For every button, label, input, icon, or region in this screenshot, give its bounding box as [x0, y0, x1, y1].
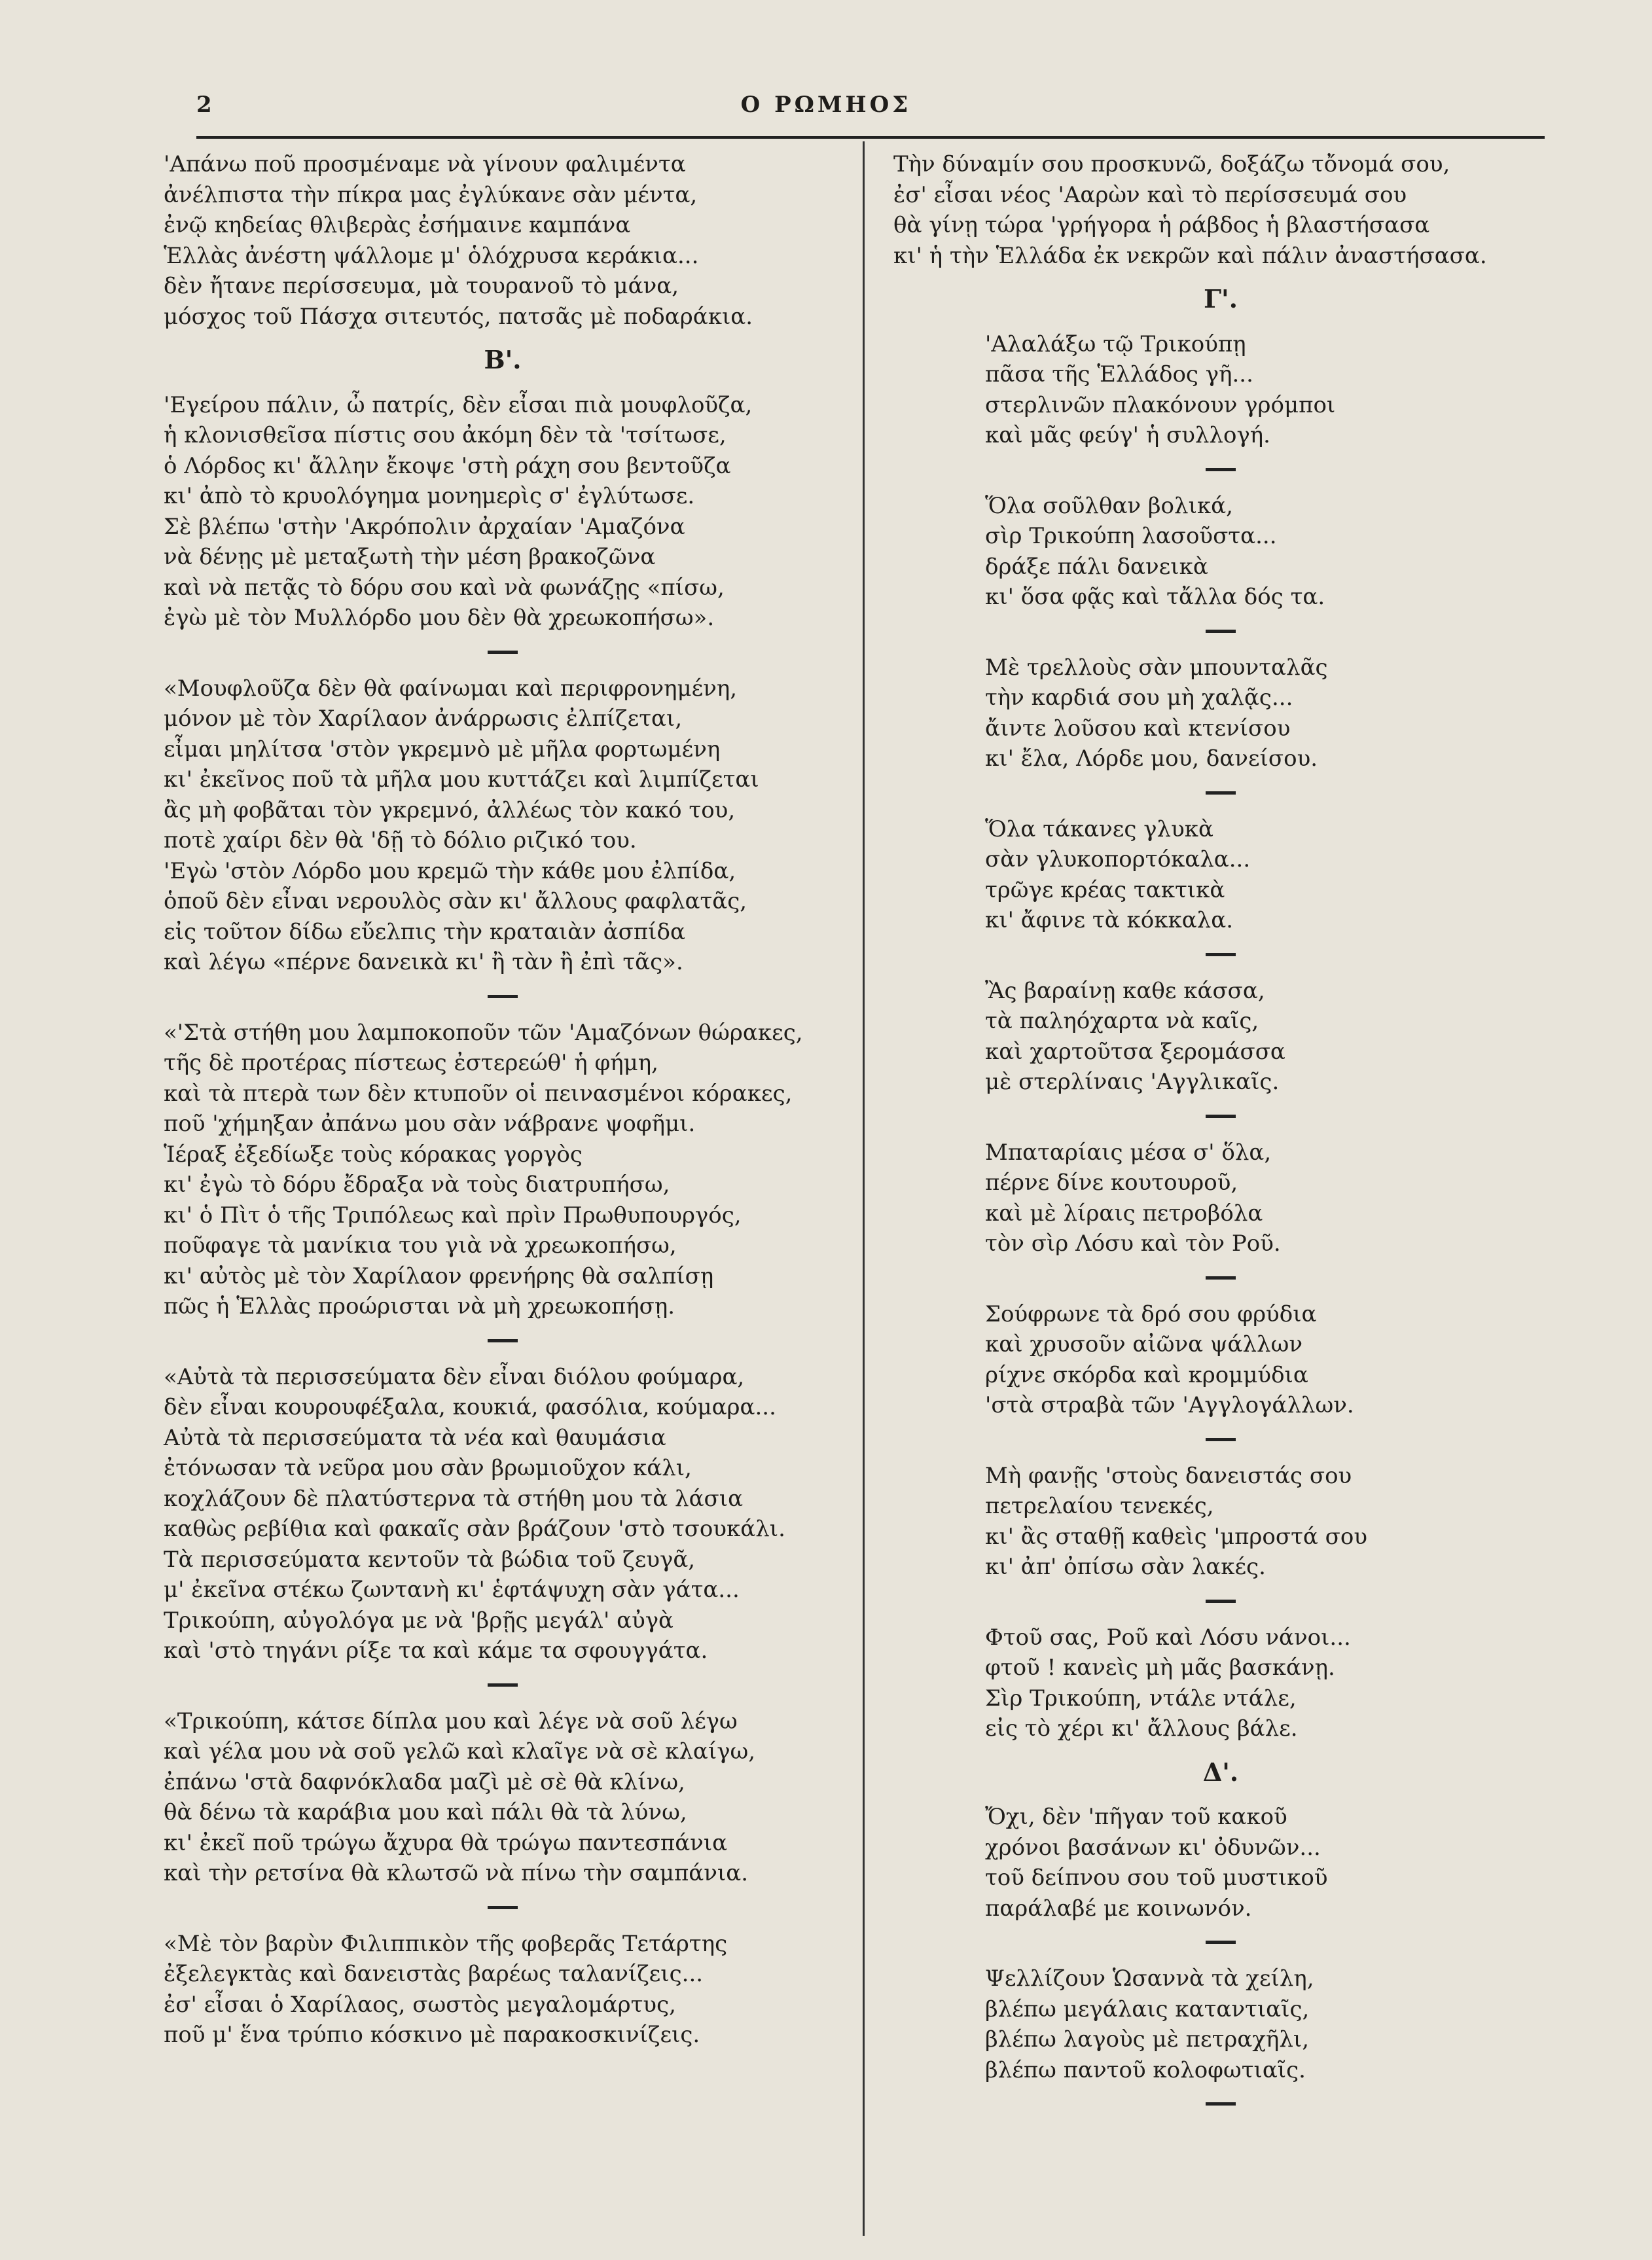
verse-line: κι' ἐκεῖνος ποῦ τὰ μῆλα μου κυττάζει καὶ λιμπίζεται	[164, 766, 759, 793]
verse-line: θὰ δένω τὰ καράβια μου καὶ πάλι θὰ τὰ λύνω,	[164, 1799, 687, 1825]
verse-line: ὁ Λόρδος κι' ἄλλην ἔκοψε 'στὴ ράχη σου βεντοῦζα	[164, 452, 731, 479]
verse-line: τὰ παληόχαρτα νὰ καῖς,	[985, 1008, 1259, 1034]
verse-line: «Μουφλοῦζα δὲν θὰ φαίνωμαι καὶ περιφρονημένη,	[164, 675, 738, 702]
verse-line: Τὰ περισσεύματα κεντοῦν τὰ βώδια τοῦ ζευγᾶ,	[164, 1546, 696, 1573]
separator	[1206, 1600, 1236, 1603]
section-heading-g: Γ'.	[1204, 284, 1238, 314]
top-rule	[196, 136, 1545, 139]
separator	[1206, 1276, 1236, 1280]
stanza	[164, 1706, 850, 1889]
verse-line: καὶ χαρτοῦτσα ξερομάσσα	[985, 1038, 1285, 1065]
verse-line: Μπαταρίαις μέσα σ' ὅλα,	[985, 1139, 1272, 1166]
verse-line: Τὴν δύναμίν σου προσκυνῶ, δοξάζω τὄνομά σου,	[893, 151, 1450, 177]
verse-line: καὶ τὴν ρετσίνα θὰ κλωτσῶ νὰ πίνω τὴν σαμπάνια.	[164, 1860, 749, 1886]
verse-line: καὶ λέγω «πέρνε δανεικὰ κι' ἢ τὰν ἢ ἐπὶ τᾶς».	[164, 949, 683, 975]
quatrain	[985, 1623, 1548, 1744]
separator	[1206, 953, 1236, 956]
verse-line: τῆς δὲ προτέρας πίστεως ἐστερεώθ' ἡ φήμη,	[164, 1050, 658, 1076]
verse-line: Ἑλλὰς ἀνέστη ψάλλομε μ' ὁλόχρυσα κεράκια...	[164, 242, 699, 269]
verse-line: κι' ὅσα φᾷς καὶ τἄλλα δός τα.	[985, 584, 1325, 610]
verse-line: Ὅλα σοῦλθαν βολικά,	[985, 492, 1233, 519]
verse-line: σὰν γλυκοπορτόκαλα...	[985, 846, 1251, 872]
verse-line: 'Αλαλάξω τῷ Τρικούπῃ	[985, 331, 1246, 357]
verse-line: νὰ δένῃς μὲ μεταξωτὴ τὴν μέση βρακοζῶνα	[164, 544, 656, 570]
verse-line: Μὴ φανῇς 'στοὺς δανειστάς σου	[985, 1462, 1352, 1489]
left-column	[156, 149, 850, 2051]
verse-line: κι' ἀπὸ τὸ κρυολόγημα μονημερὶς σ' ἐγλύτωσε.	[164, 483, 695, 509]
verse-line: ποτὲ χαίρι δὲν θὰ 'δῇ τὸ δόλιο ριζικό του.	[164, 827, 637, 853]
quatrain	[985, 1138, 1548, 1259]
section-heading-d: Δ'.	[1202, 1757, 1239, 1787]
column-divider	[863, 141, 865, 2236]
verse-line: φτοῦ ! κανεὶς μὴ μᾶς βασκάνῃ.	[985, 1655, 1335, 1681]
separator	[488, 1683, 518, 1687]
stanza	[164, 149, 850, 332]
verse-line: καθὼς ρεβίθια καὶ φακαῖς σὰν βράζουν 'στὸ τσουκάλι.	[164, 1516, 785, 1542]
separator	[1206, 468, 1236, 471]
separator	[1206, 630, 1236, 633]
verse-line: ἐσ' εἶσαι νέος 'Ααρὼν καὶ τὸ περίσσευμά σου	[893, 181, 1407, 208]
verse-line: βλέπω παντοῦ κολοφωτιαῖς.	[985, 2056, 1306, 2083]
stanza	[164, 673, 850, 978]
separator	[1206, 791, 1236, 795]
verse-line: ἐσ' εἶσαι ὁ Χαρίλαος, σωστὸς μεγαλομάρτυς,	[164, 1991, 676, 2018]
verse-line: δὲν εἶναι κουρουφέξαλα, κουκιά, φασόλια, κούμαρα...	[164, 1394, 776, 1420]
verse-line: καὶ 'στὸ τηγάνι ρίξε τα καὶ κάμε τα σφουγγάτα.	[164, 1638, 708, 1664]
verse-line: κι' ἔλα, Λόρδε μου, δανείσου.	[985, 745, 1318, 772]
verse-line: ρίχνε σκόρδα καὶ κρομμύδια	[985, 1361, 1308, 1388]
verse-line: Ὅλα τάκανες γλυκὰ	[985, 816, 1213, 842]
verse-line: Σὶρ Τρικούπη, ντάλε ντάλε,	[985, 1685, 1297, 1712]
quatrain	[985, 1802, 1548, 1924]
separator	[1206, 2102, 1236, 2106]
verse-line: 'Εγείρου πάλιν, ὦ πατρίς, δὲν εἶσαι πιὰ μουφλοῦζα,	[164, 391, 753, 418]
stanza	[164, 1018, 850, 1322]
separator	[488, 1339, 518, 1342]
separator	[1206, 1438, 1236, 1441]
verse-line: ἂς μὴ φοβᾶται τὸν γκρεμνό, ἀλλέως τὸν κακό του,	[164, 797, 736, 823]
verse-line: χρόνοι βασάνων κι' ὀδυνῶν...	[985, 1834, 1321, 1861]
verse-line: τοῦ δείπνου σου τοῦ μυστικοῦ	[985, 1865, 1328, 1891]
verse-line: δράξε πάλι δανεικὰ	[985, 553, 1208, 580]
page-number: 2	[196, 92, 212, 118]
verse-line: κι' ἂς σταθῇ καθεὶς 'μπροστά σου	[985, 1523, 1368, 1550]
verse-line: «Τρικούπη, κάτσε δίπλα μου καὶ λέγε νὰ σοῦ λέγω	[164, 1708, 738, 1734]
verse-line: ἐγὼ μὲ τὸν Μυλλόρδο μου δὲν θὰ χρεωκοπήσω».	[164, 605, 715, 631]
verse-line: «Μὲ τὸν βαρὺν Φιλιππικὸν τῆς φοβερᾶς Τετάρτης	[164, 1930, 728, 1957]
verse-line: πέρνε δίνε κουτουροῦ,	[985, 1170, 1238, 1196]
masthead-title: Ο ΡΩΜΗΟΣ	[740, 92, 912, 118]
quatrain	[985, 1299, 1548, 1421]
verse-line: βλέπω λαγοὺς μὲ πετραχῆλι,	[985, 2026, 1310, 2053]
right-column	[893, 149, 1548, 2125]
verse-line: ἐπάνω 'στὰ δαφνόκλαδα μαζὶ μὲ σὲ θὰ κλίνω,	[164, 1768, 685, 1795]
verse-line: κι' ἐκεῖ ποῦ τρώγω ἄχυρα θὰ τρώγω παντεσπάνια	[164, 1829, 728, 1856]
verse-line: Τρικούπη, αὐγολόγα με νὰ 'βρῇς μεγάλ' αὐγὰ	[164, 1607, 674, 1634]
verse-line: σὶρ Τρικούπη λασοῦστα...	[985, 523, 1277, 549]
verse-line: μ' ἐκεῖνα στέκω ζωντανὴ κι' ἑφτάψυχη σὰν γάτα...	[164, 1577, 740, 1603]
verse-line: ποῦφαγε τὰ μανίκια του γιὰ νὰ χρεωκοπήσω,	[164, 1232, 677, 1259]
verse-line: ἀνέλπιστα τὴν πίκρα μας ἐγλύκανε σὰν μέντα,	[164, 181, 698, 208]
verse-line: καὶ μᾶς φεύγ' ἡ συλλογή.	[985, 422, 1270, 448]
separator	[488, 995, 518, 998]
verse-line: κι' αὐτὸς μὲ τὸν Χαρίλαον φρενήρης θὰ σαλπίσῃ	[164, 1263, 714, 1289]
verse-line: Ἱέραξ ἐξεδίωξε τοὺς κόρακας γοργὸς	[164, 1141, 583, 1168]
verse-line: κοχλάζουν δὲ πλατύστερνα τὰ στήθη μου τὰ λάσια	[164, 1485, 744, 1512]
verse-line: κι' ἄφινε τὰ κόκκαλα.	[985, 907, 1233, 933]
stanza	[893, 149, 1548, 271]
verse-line: τὴν καρδιά σου μὴ χαλᾷς...	[985, 685, 1293, 711]
verse-line: καὶ γέλα μου νὰ σοῦ γελῶ καὶ κλαῖγε νὰ σὲ κλαίγω,	[164, 1738, 756, 1765]
verse-line: «'Στὰ στήθη μου λαμποκοποῦν τῶν 'Αμαζόνων θώρακες,	[164, 1019, 803, 1046]
verse-line: Ὄχι, δὲν 'πῆγαν τοῦ κακοῦ	[985, 1804, 1287, 1830]
verse-line: μόνον μὲ τὸν Χαρίλαον ἀνάρρωσις ἐλπίζεται,	[164, 706, 683, 732]
stanza	[164, 1362, 850, 1666]
verse-line: Σὲ βλέπω 'στὴν 'Ακρόπολιν ἀρχαίαν 'Αμαζόνα	[164, 513, 685, 540]
verse-line: πετρελαίου τενεκές,	[985, 1493, 1214, 1519]
verse-line: εἰς τοῦτον δίδω εὔελπις τὴν κραταιὰν ἀσπίδα	[164, 918, 685, 945]
stanza	[164, 390, 850, 634]
verse-line: Φτοῦ σας, Ροῦ καὶ Λόσυ νάνοι...	[985, 1624, 1351, 1651]
verse-line: ἄιντε λοῦσου καὶ κτενίσου	[985, 715, 1291, 742]
verse-line: βλέπω μεγάλαις καταντιαῖς,	[985, 1996, 1310, 2022]
quatrain	[985, 653, 1548, 774]
verse-line: 'Απάνω ποῦ προσμέναμε νὰ γίνουν φαλιμέντα	[164, 151, 686, 177]
verse-line: «Αὐτὰ τὰ περισσεύματα δὲν εἶναι διόλου φούμαρα,	[164, 1363, 745, 1390]
stanza	[164, 1929, 850, 2051]
verse-line: ἐξελεγκτὰς καὶ δανειστὰς βαρέως ταλανίζεις...	[164, 1961, 704, 1987]
verse-line: κι' ὁ Πὶτ ὁ τῆς Τριπόλεως καὶ πρὶν Πρωθυπουργός,	[164, 1202, 742, 1229]
verse-line: καὶ χρυσοῦν αἰῶνα ψάλλων	[985, 1331, 1302, 1357]
verse-line: παράλαβέ με κοινωνόν.	[985, 1895, 1252, 1922]
separator	[488, 651, 518, 654]
verse-line: 'Εγὼ 'στὸν Λόρδο μου κρεμῶ τὴν κάθε μου ἐλπίδα,	[164, 857, 736, 884]
verse-line: καὶ μὲ λίραις πετροβόλα	[985, 1200, 1263, 1227]
verse-line: δὲν ἤτανε περίσσευμα, μὰ τουρανοῦ τὸ μάνα,	[164, 273, 679, 299]
verse-line: Σούφρωνε τὰ δρό σου φρύδια	[985, 1300, 1317, 1327]
verse-line: ποῦ 'χήμηξαν ἀπάνω μου σὰν νάβρανε ψοφῆμι.	[164, 1111, 696, 1137]
quatrain	[985, 1461, 1548, 1583]
verse-line: θὰ γίνῃ τώρα 'γρήγορα ἡ ράβδος ἡ βλαστήσασα	[893, 212, 1430, 238]
verse-line: πῶς ἡ Ἑλλὰς προώρισται νὰ μὴ χρεωκοπήσῃ.	[164, 1293, 675, 1319]
verse-line: εἰς τὸ χέρι κι' ἄλλους βάλε.	[985, 1715, 1298, 1742]
quatrain	[985, 329, 1548, 451]
verse-line: καὶ τὰ πτερὰ των δὲν κτυποῦν οἱ πεινασμένοι κόρακες,	[164, 1080, 793, 1107]
verse-line: μὲ στερλίναις 'Αγγλικαῖς.	[985, 1069, 1280, 1095]
separator	[1206, 1115, 1236, 1118]
verse-line: τρῶγε κρέας τακτικὰ	[985, 876, 1225, 903]
verse-line: ἐτόνωσαν τὰ νεῦρα μου σὰν βρωμιοῦχον κάλι,	[164, 1455, 692, 1481]
separator	[1206, 1941, 1236, 1944]
quatrain	[985, 1964, 1548, 2085]
quatrain	[985, 976, 1548, 1098]
verse-line: ποῦ μ' ἕνα τρύπιο κόσκινο μὲ παρακοσκινίζεις.	[164, 2022, 700, 2048]
verse-line: ἡ κλονισθεῖσα πίστις σου ἀκόμη δὲν τὰ 'τσίτωσε,	[164, 422, 727, 448]
verse-line: κι' ἀπ' ὀπίσω σὰν λακές.	[985, 1554, 1266, 1580]
verse-line: Ψελλίζουν Ὡσαννὰ τὰ χείλη,	[985, 1965, 1314, 1992]
quatrain	[985, 491, 1548, 613]
verse-line: πᾶσα τῆς Ἑλλάδος γῆ...	[985, 361, 1253, 387]
separator	[488, 1906, 518, 1909]
verse-line: στερλινῶν πλακόνουν γρόμποι	[985, 391, 1336, 418]
verse-line: Μὲ τρελλοὺς σὰν μπουνταλᾶς	[985, 654, 1328, 681]
verse-line: Ἂς βαραίνῃ καθε κάσσα,	[985, 977, 1265, 1004]
verse-line: ἐνῷ κηδείας θλιβερὰς ἐσήμαινε καμπάνα	[164, 212, 631, 238]
verse-line: καὶ νὰ πετᾷς τὸ δόρυ σου καὶ νὰ φωνάζῃς «πίσω,	[164, 574, 725, 601]
verse-line: Αὐτὰ τὰ περισσεύματα τὰ νέα καὶ θαυμάσια	[164, 1424, 666, 1451]
verse-line: μόσχος τοῦ Πάσχα σιτευτός, πατσᾶς μὲ ποδαράκια.	[164, 303, 753, 330]
verse-line: τὸν σὶρ Λόσυ καὶ τὸν Ροῦ.	[985, 1230, 1281, 1257]
verse-line: εἶμαι μηλίτσα 'στὸν γκρεμνὸ μὲ μῆλα φορτωμένη	[164, 736, 721, 762]
section-heading-b: Β'.	[484, 345, 522, 374]
verse-line: 'στὰ στραβὰ τῶν 'Αγγλογάλλων.	[985, 1392, 1354, 1418]
verse-line: ὁποῦ δὲν εἶναι νερουλὸς σὰν κι' ἄλλους φαφλατᾶς,	[164, 888, 747, 914]
quatrain	[985, 814, 1548, 936]
verse-line: κι' ἡ τὴν Ἑλλάδα ἐκ νεκρῶν καὶ πάλιν ἀναστήσασα.	[893, 242, 1487, 269]
verse-line: κι' ἐγὼ τὸ δόρυ ἔδραξα νὰ τοὺς διατρυπήσω,	[164, 1172, 670, 1198]
